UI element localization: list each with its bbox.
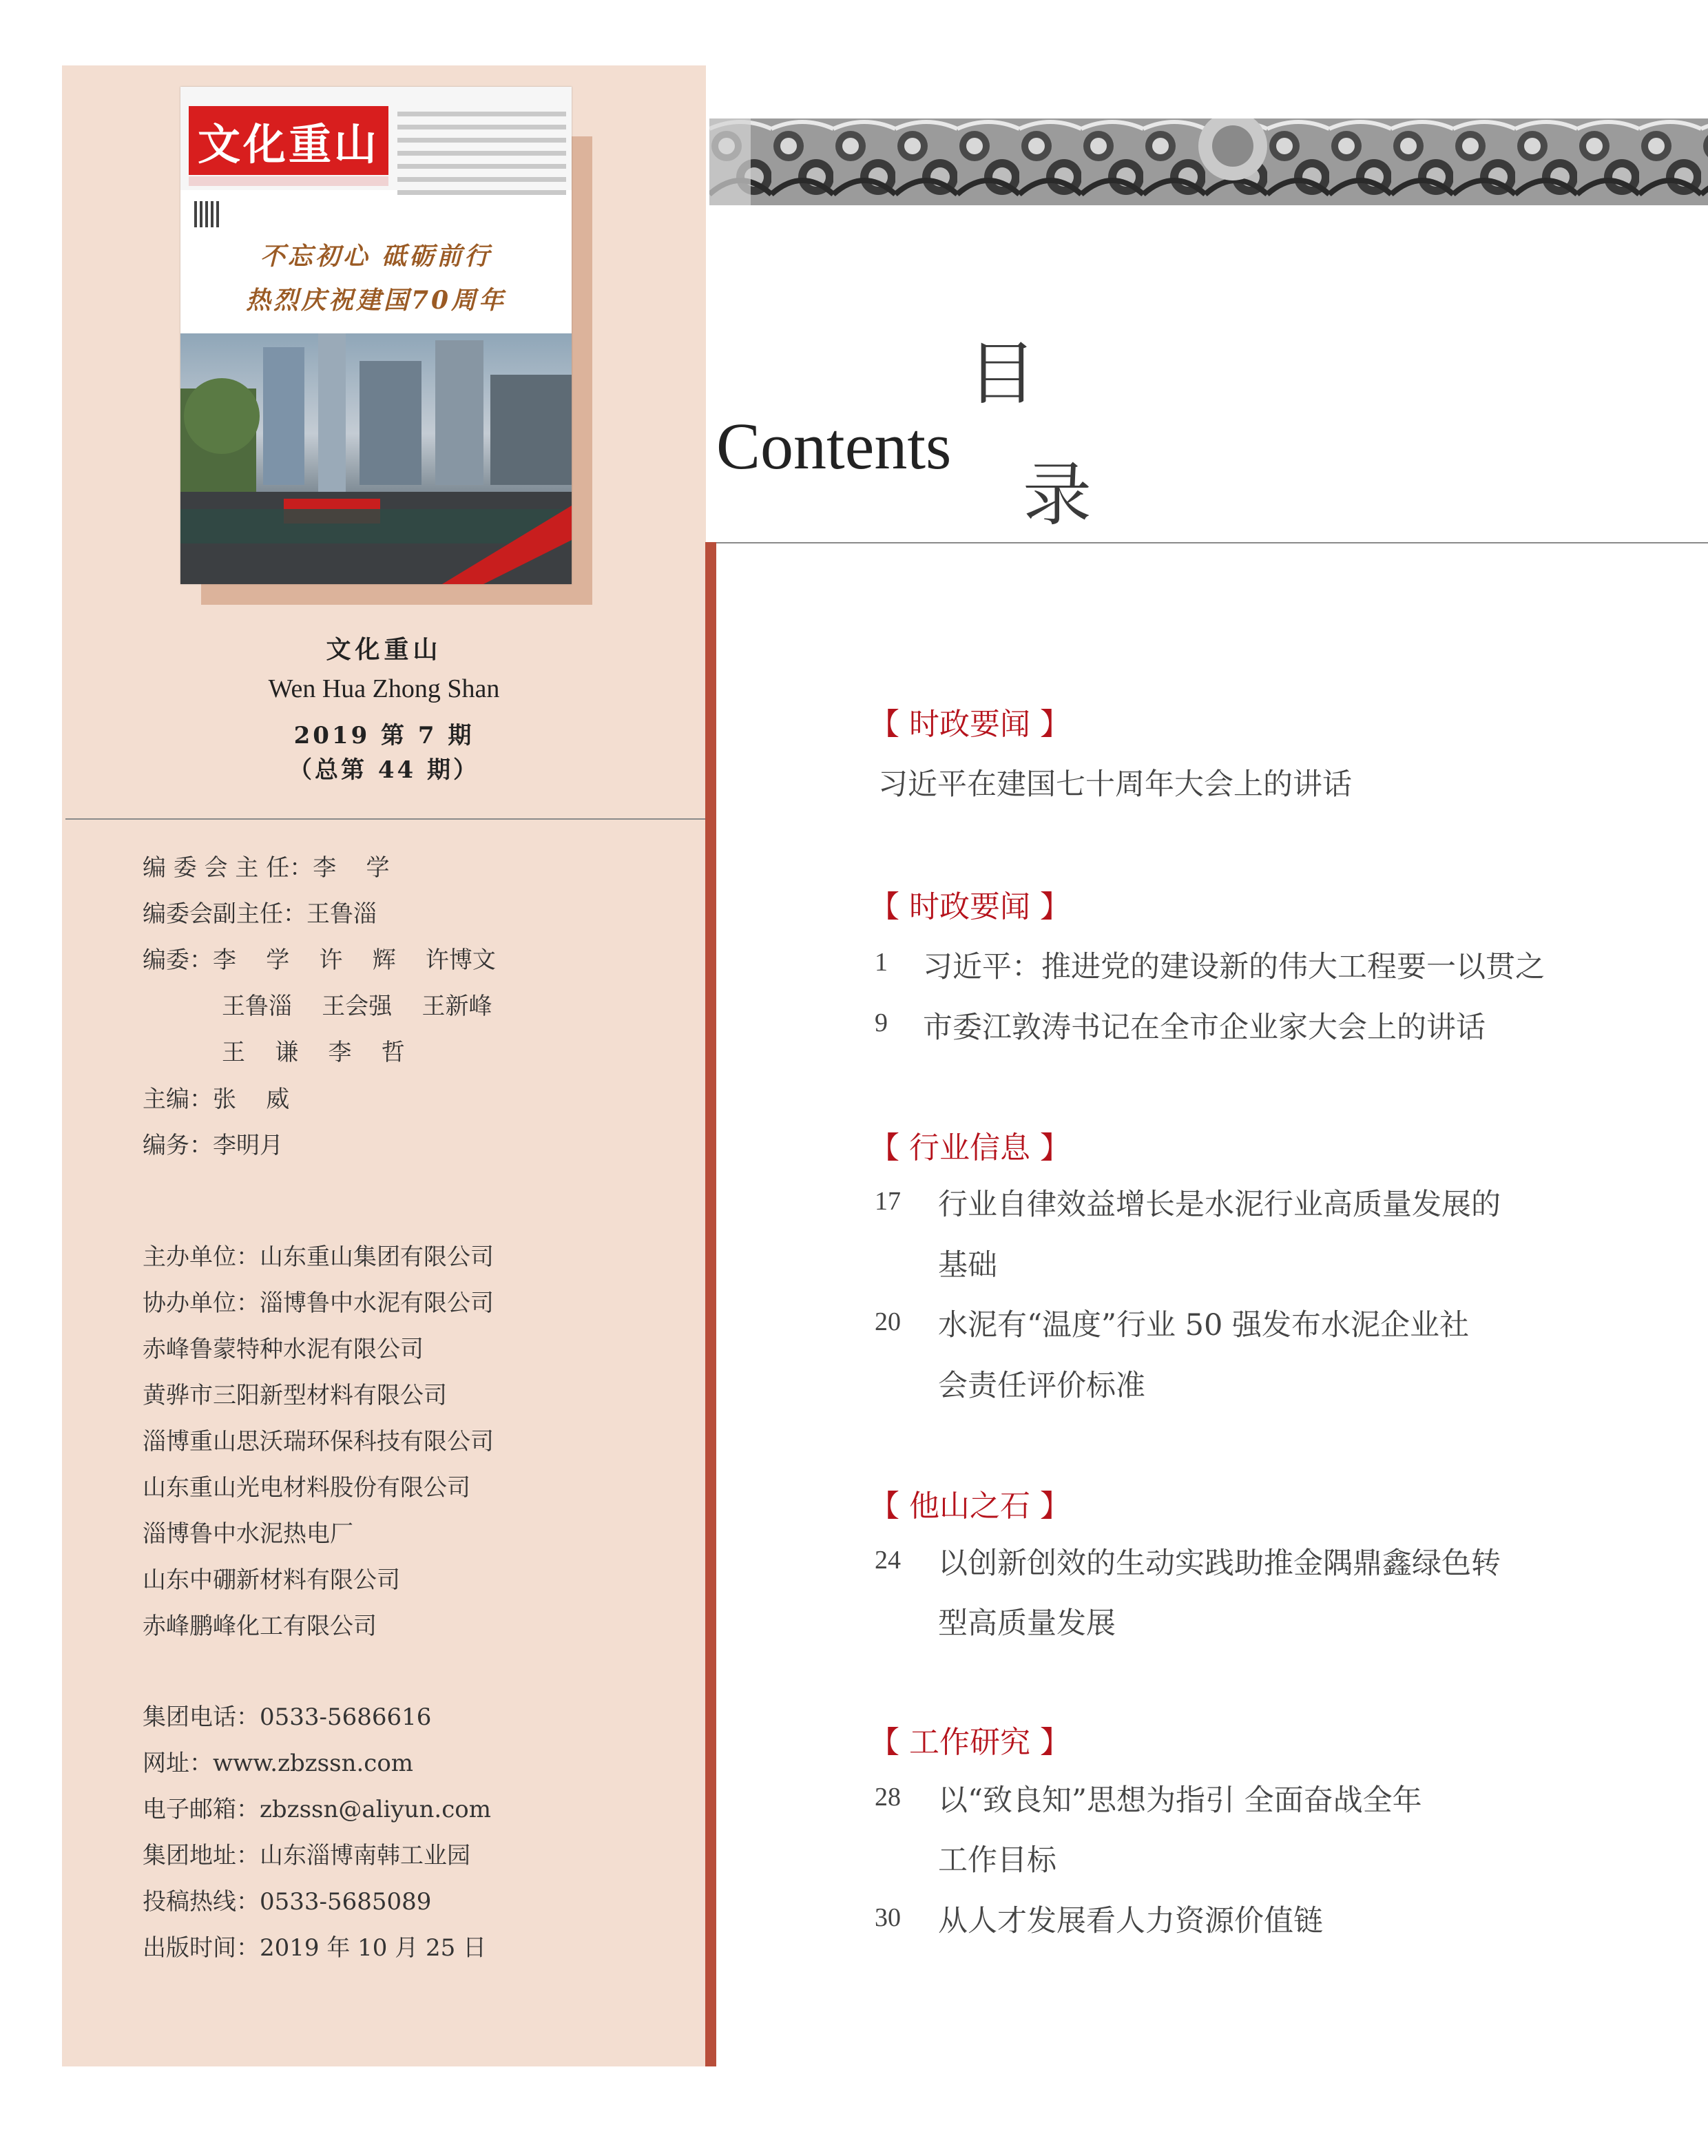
- heading-contents: Contents: [716, 409, 952, 483]
- editorial-line: 编委：李 学 许 辉 许博文: [143, 946, 496, 974]
- issue-number: 2019 第 7 期: [293, 722, 475, 749]
- toc-page-number: 20: [875, 1307, 901, 1336]
- section-title: 【 他山之石 】: [869, 1489, 1070, 1524]
- organizer-line: 山东重山光电材料股份有限公司: [143, 1474, 470, 1502]
- toc-entry[interactable]: 以创新创效的生动实践助推金隅鼎鑫绿色转: [938, 1546, 1501, 1581]
- toc-entry[interactable]: 水泥有“温度”行业 50 强发布水泥企业社: [938, 1308, 1470, 1343]
- toc-page-number: 1: [875, 948, 888, 977]
- carved-relief-image: [709, 118, 1708, 205]
- magazine-title: 文化重山: [326, 635, 442, 664]
- editorial-line: 主编：张 威: [143, 1086, 290, 1113]
- publish-date: 出版时间：2019 年 10 月 25 日: [143, 1934, 487, 1962]
- toc-page-number: 30: [875, 1903, 901, 1932]
- cover-logo-strip: [189, 176, 388, 186]
- accent-bar: [705, 542, 716, 2066]
- toc-entry[interactable]: 习近平在建国七十周年大会上的讲话: [878, 767, 1352, 802]
- heading-lu: 录: [1023, 455, 1092, 535]
- organizer-line: 淄博重山思沃瑞环保科技有限公司: [143, 1428, 494, 1455]
- editorial-line: 编 委 会 主 任：李 学: [143, 854, 390, 882]
- organizer-line: 主办单位：山东重山集团有限公司: [143, 1243, 494, 1271]
- editorial-line: 王鲁淄 王会强 王新峰: [222, 993, 492, 1020]
- toc-entry-continued[interactable]: 会责任评价标准: [938, 1369, 1145, 1403]
- total-issue-number: （总第 44 期）: [289, 756, 479, 784]
- toc-entry[interactable]: 从人才发展看人力资源价值链: [938, 1904, 1323, 1938]
- cover-image: [180, 87, 572, 584]
- toc-page-number: 17: [875, 1187, 901, 1216]
- section-title: 【 时政要闻 】: [869, 707, 1070, 742]
- organizer-line: 协办单位：淄博鲁中水泥有限公司: [143, 1289, 494, 1317]
- contact-email[interactable]: 电子邮箱：zbzssn@aliyun.com: [143, 1796, 491, 1823]
- toc-entry[interactable]: 习近平：推进党的建设新的伟大工程要一以贯之: [923, 950, 1545, 984]
- contact-hotline: 投稿热线：0533-5685089: [143, 1888, 432, 1916]
- cover-logo-text: 文化重山: [197, 118, 379, 169]
- organizer-line: 赤峰鹏峰化工有限公司: [143, 1613, 377, 1640]
- contact-phone: 集团电话：0533-5686616: [143, 1703, 432, 1731]
- toc-entry-continued[interactable]: 型高质量发展: [938, 1606, 1116, 1641]
- cover-photo: [180, 333, 572, 584]
- qr-code-icon: [194, 201, 220, 227]
- toc-entry-continued[interactable]: 基础: [938, 1248, 997, 1283]
- organizer-line: 黄骅市三阳新型材料有限公司: [143, 1382, 447, 1409]
- organizer-line: 淄博鲁中水泥热电厂: [143, 1520, 353, 1548]
- editorial-line: 王 谦 李 哲: [222, 1039, 405, 1066]
- organizer-line: 赤峰鲁蒙特种水泥有限公司: [143, 1336, 424, 1363]
- toc-entry-continued[interactable]: 工作目标: [938, 1843, 1056, 1878]
- ornament-banner: [709, 118, 1708, 205]
- toc-entry[interactable]: 以“致良知”思想为指引 全面奋战全年: [938, 1783, 1422, 1818]
- contact-website[interactable]: 网址：www.zbzssn.com: [143, 1750, 414, 1777]
- toc-entry[interactable]: 市委江敦涛书记在全市企业家大会上的讲话: [923, 1010, 1486, 1045]
- contents-divider: [709, 542, 1708, 543]
- heading-mu: 目: [968, 333, 1037, 414]
- cover-logo: [189, 106, 388, 175]
- toc-page-number: 28: [875, 1783, 901, 1812]
- toc-page-number: 9: [875, 1008, 888, 1037]
- organizer-line: 山东中硼新材料有限公司: [143, 1566, 400, 1594]
- left-divider: [65, 818, 706, 820]
- toc-page-number: 24: [875, 1546, 901, 1575]
- section-title: 【 行业信息 】: [869, 1130, 1070, 1165]
- contact-address: 集团地址：山东淄博南韩工业园: [143, 1842, 470, 1869]
- cover-toc-lines: [397, 112, 566, 203]
- section-title: 【 工作研究 】: [869, 1725, 1070, 1760]
- toc-entry[interactable]: 行业自律效益增长是水泥行业高质量发展的: [938, 1188, 1501, 1222]
- magazine-pinyin: Wen Hua Zhong Shan: [268, 674, 500, 703]
- cover-slogan-2: 热烈庆祝建国70周年: [245, 286, 507, 315]
- editorial-line: 编务：李明月: [143, 1132, 283, 1159]
- editorial-line: 编委会副主任：王鲁淄: [143, 900, 377, 928]
- section-title: 【 时政要闻 】: [869, 889, 1070, 924]
- cover-slogan-1: 不忘初心 砥砺前行: [260, 242, 492, 271]
- factory-group-photo: [180, 333, 572, 584]
